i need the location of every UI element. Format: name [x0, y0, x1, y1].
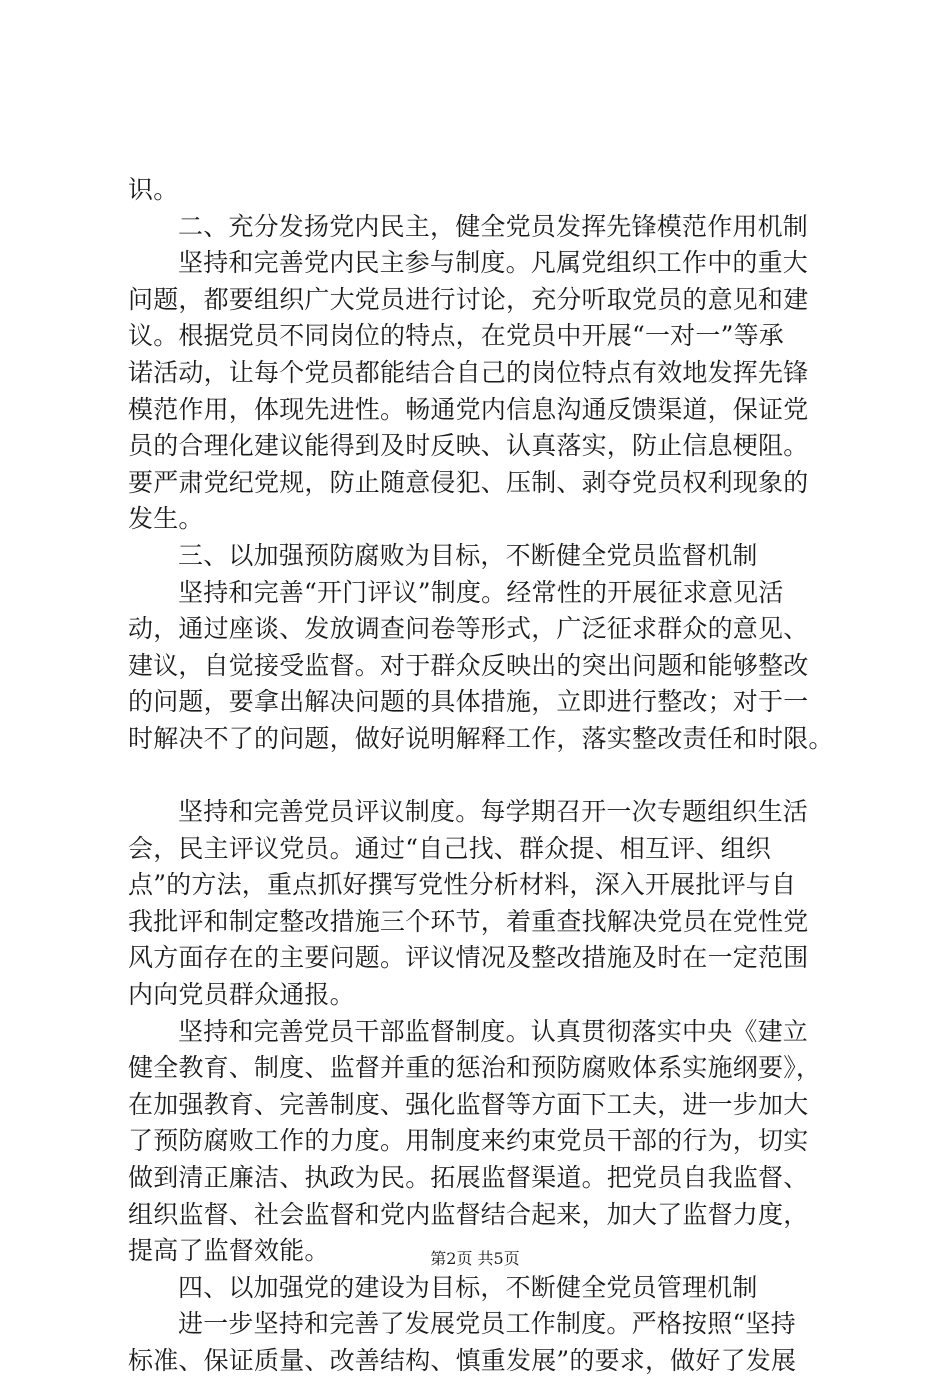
text-line: 模范作用，体现先进性。畅通党内信息沟通反馈渠道，保证党 — [128, 394, 809, 424]
section-heading: 四、以加强党的建设为目标，不断健全党员管理机制 — [178, 1272, 758, 1302]
text-line: 诺活动，让每个党员都能结合自己的岗位特点有效地发挥先锋 — [128, 357, 809, 387]
paragraph-start: 坚持和完善党内民主参与制度。凡属党组织工作中的重大 — [178, 248, 809, 278]
text-line: 健全教育、制度、监督并重的惩治和预防腐败体系实施纲要》， — [128, 1053, 822, 1083]
text-line: 动，通过座谈、发放调查问卷等形式，广泛征求群众的意见、 — [128, 614, 809, 644]
blank-line — [128, 758, 828, 795]
section-heading: 三、以加强预防腐败为目标，不断健全党员监督机制 — [178, 540, 758, 570]
text-line: 议。根据党员不同岗位的特点，在党员中开展“一对一”等承 — [128, 321, 784, 351]
text-line: 要严肃党纪党规，防止随意侵犯、压制、剥夺党员权利现象的 — [128, 467, 809, 497]
text-line: 内向党员群众通报。 — [128, 980, 355, 1010]
text-line: 标准、保证质量、改善结构、慎重发展”的要求，做好了发展 — [128, 1346, 797, 1375]
text-line: 时解决不了的问题，做好说明解释工作，落实整改责任和时限。 — [128, 723, 834, 753]
text-line: 建议，自觉接受监督。对于群众反映出的突出问题和能够整改 — [128, 650, 809, 680]
text-line: 在加强教育、完善制度、强化监督等方面下工夫，进一步加大 — [128, 1089, 809, 1119]
page-number-footer: 第2页 共5页 — [430, 1249, 520, 1268]
text-line: 点”的方法，重点抓好撰写党性分析材料，深入开展批评与自 — [128, 870, 797, 900]
text-line: 组织监督、社会监督和党内监督结合起来，加大了监督力度， — [128, 1199, 809, 1229]
text-line: 风方面存在的主要问题。评议情况及整改措施及时在一定范围 — [128, 943, 809, 973]
document-body — [128, 172, 834, 1380]
text-line: 发生。 — [128, 504, 204, 534]
text-line: 做到清正廉洁、执政为民。拓展监督渠道。把党员自我监督、 — [128, 1163, 809, 1193]
text-line: 识。 — [128, 175, 179, 204]
text-line: 员的合理化建议能得到及时反映、认真落实，防止信息梗阻。 — [128, 431, 809, 461]
text-line: 会，民主评议党员。通过“自己找、群众提、相互评、组织 — [128, 833, 771, 863]
text-line: 了预防腐败工作的力度。用制度来约束党员干部的行为，切实 — [128, 1126, 809, 1156]
paragraph-start: 坚持和完善党员评议制度。每学期召开一次专题组织生活 — [178, 797, 809, 827]
paragraph-start: 坚持和完善“开门评议”制度。经常性的开展征求意见活 — [178, 577, 784, 607]
text-line: 我批评和制定整改措施三个环节，着重查找解决党员在党性党 — [128, 906, 809, 936]
paragraph-start: 坚持和完善党员干部监督制度。认真贯彻落实中央《建立 — [178, 1016, 809, 1046]
text-line: 提高了监督效能。 — [128, 1236, 330, 1266]
text-line: 问题，都要组织广大党员进行讨论，充分听取党员的意见和建 — [128, 284, 809, 314]
paragraph-start: 进一步坚持和完善了发展党员工作制度。严格按照“坚持 — [178, 1309, 796, 1339]
section-heading: 二、充分发扬党内民主，健全党员发挥先锋模范作用机制 — [178, 211, 809, 241]
text-line: 的问题，要拿出解决问题的具体措施，立即进行整改；对于一 — [128, 687, 809, 717]
